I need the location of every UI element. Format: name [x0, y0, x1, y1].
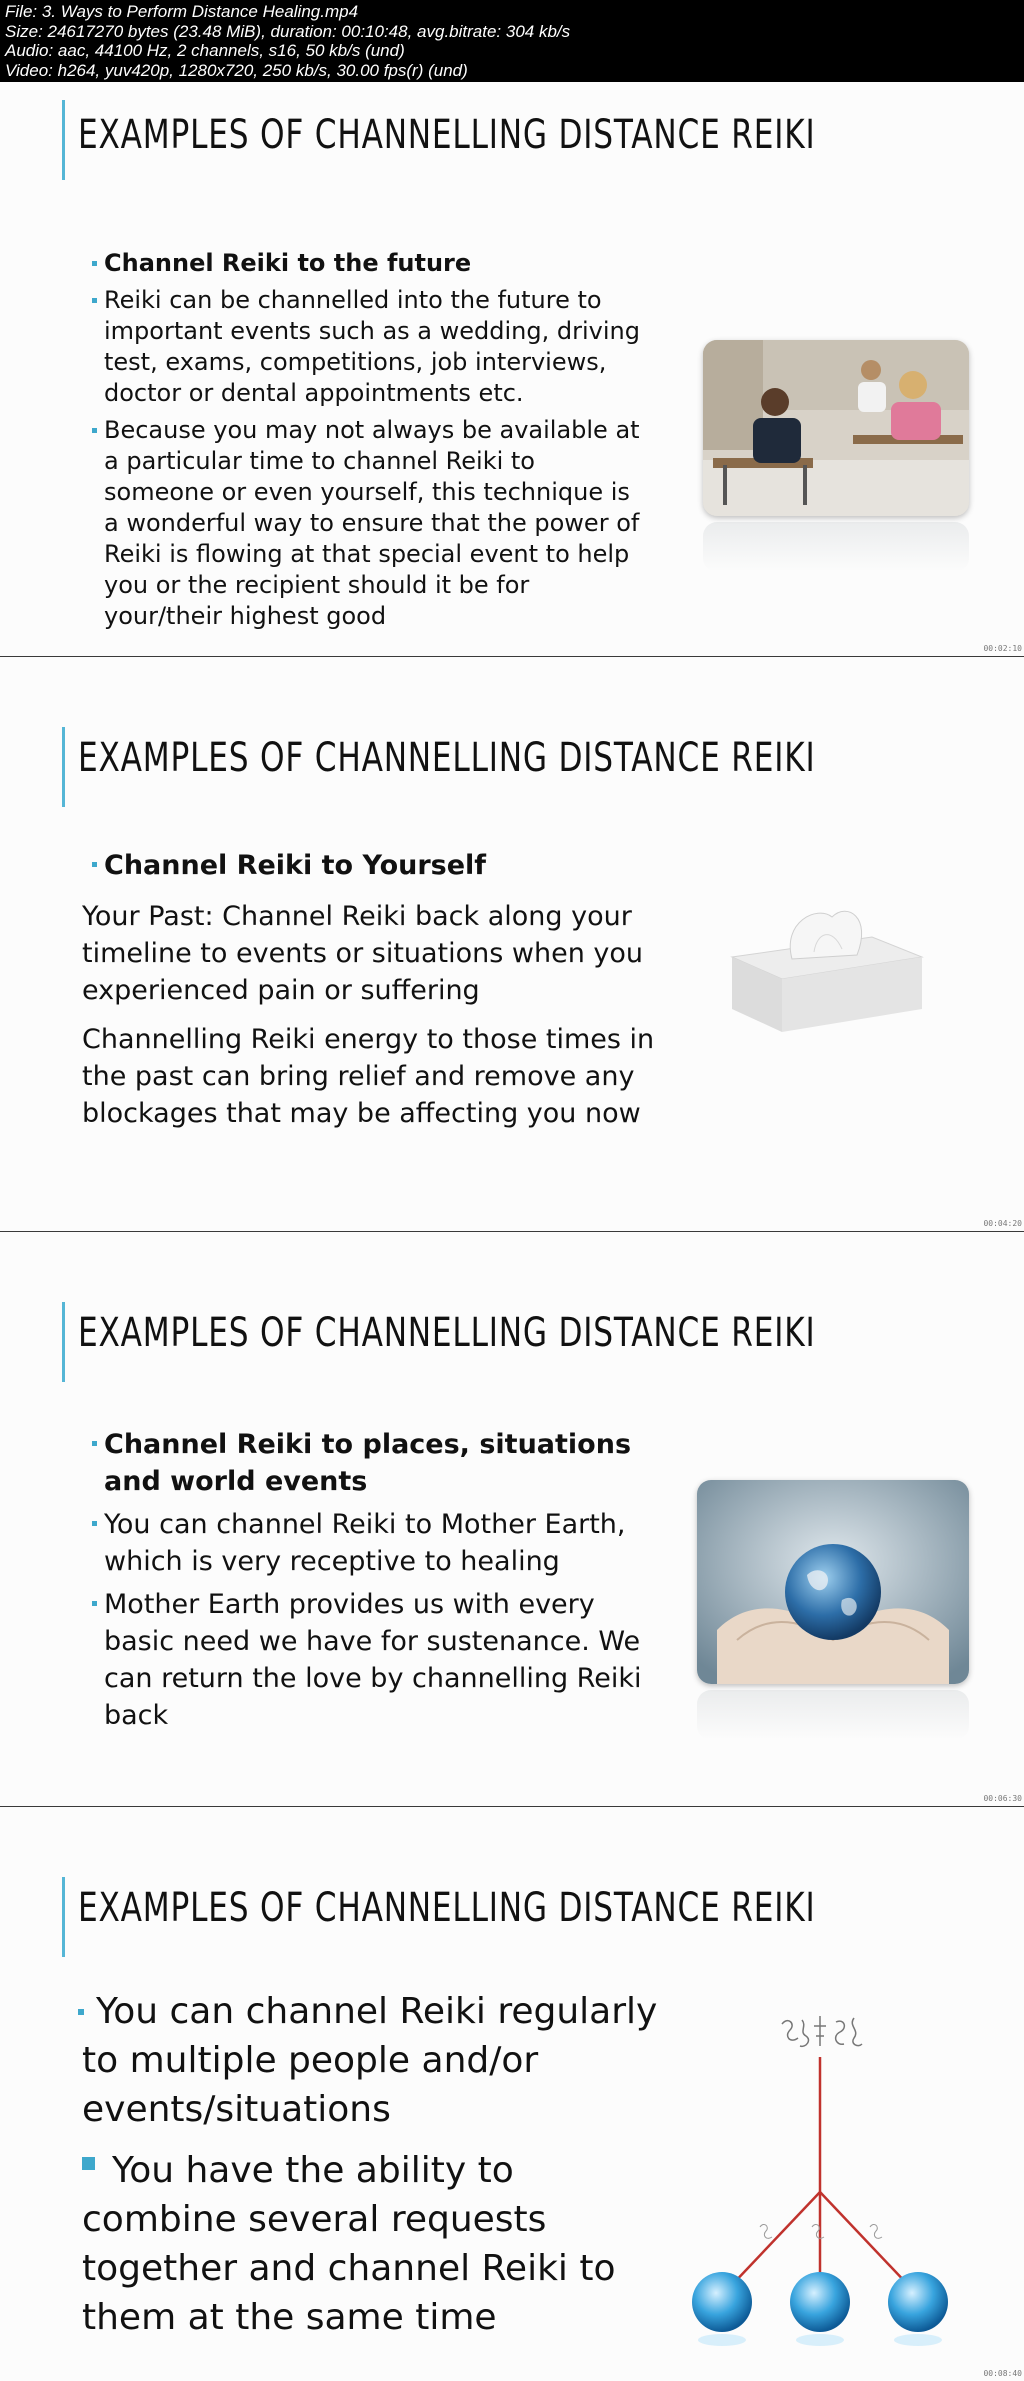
size-info-line: Size: 24617270 bytes (23.48 MiB), duration: 00:10:48, avg.bitrate: 304 kb/s	[5, 21, 571, 41]
bullet-text: Mother Earth provides us with every basic need we have for sustenance. We can return the love by channelling Reiki back	[104, 1589, 642, 1731]
bullet-icon	[78, 2009, 84, 2015]
heading-text: Channel Reiki to places, situations and world events	[104, 1429, 632, 1497]
tissue-box-icon	[722, 897, 932, 1037]
slide-title: EXAMPLES OF CHANNELLING DISTANCE REIKI	[78, 735, 816, 781]
file-info-header	[0, 0, 1024, 82]
photo-reflection	[703, 522, 969, 572]
heading-text: Channel Reiki to Yourself	[104, 850, 487, 881]
bullet-item	[104, 285, 644, 409]
bullet-item	[82, 2146, 662, 2342]
reiki-symbol-icon	[782, 2016, 862, 2046]
title-accent-bar	[62, 727, 65, 807]
slide-body	[104, 248, 644, 638]
bullet-icon	[82, 2157, 95, 2170]
bullet-icon	[92, 1521, 97, 1526]
title-accent-bar	[62, 100, 65, 180]
bullet-item	[104, 415, 644, 632]
bullet-item	[104, 1586, 664, 1734]
bullet-item	[82, 1987, 662, 2134]
timestamp: 00:08:40	[983, 2369, 1022, 2378]
slide-body	[104, 1426, 664, 1740]
bullet-icon	[92, 428, 97, 433]
timestamp: 00:06:30	[983, 1794, 1022, 1803]
timestamp: 00:04:20	[983, 1219, 1022, 1228]
students-exam-photo	[703, 340, 969, 516]
bullet-icon	[92, 1441, 97, 1446]
slide-title: EXAMPLES OF CHANNELLING DISTANCE REIKI	[78, 1310, 816, 1356]
slide-4	[0, 1807, 1024, 2381]
reiki-symbols-globes-diagram	[690, 2002, 980, 2362]
timestamp: 00:02:10	[983, 644, 1022, 653]
bullet-heading	[104, 1426, 664, 1500]
bullet-icon	[92, 261, 97, 266]
slide-title: EXAMPLES OF CHANNELLING DISTANCE REIKI	[78, 1885, 816, 1931]
bullet-item	[104, 1506, 664, 1580]
bullet-heading	[104, 248, 644, 279]
paragraph: Your Past: Channel Reiki back along your timeline to events or situations when you experienced pain or suffering	[82, 901, 644, 1006]
title-accent-bar	[62, 1302, 65, 1382]
paragraph: Channelling Reiki energy to those times in the past can bring relief and remove any blockages that may be affecting you now	[82, 1024, 655, 1129]
bullet-text: You have the ability to combine several requests together and channel Reiki to them at the same time	[82, 2150, 616, 2338]
file-info-line: File: 3. Ways to Perform Distance Healing.mp4	[5, 2, 359, 21]
slide-title: EXAMPLES OF CHANNELLING DISTANCE REIKI	[78, 112, 816, 158]
bullet-text: Reiki can be channelled into the future to important events such as a wedding, driving test, exams, competitions, job interviews, doctor or dental appointments etc.	[104, 286, 640, 407]
bullet-icon	[92, 298, 97, 303]
bullet-icon	[92, 1601, 97, 1606]
slide-2	[0, 657, 1024, 1232]
title-accent-bar	[62, 1877, 65, 1957]
slide-3	[0, 1232, 1024, 1807]
heading-text: Channel Reiki to the future	[104, 249, 472, 277]
bullet-text: You can channel Reiki to Mother Earth, which is very receptive to healing	[104, 1509, 626, 1577]
earth-in-hands-photo	[697, 1480, 969, 1684]
photo-reflection	[697, 1690, 969, 1740]
slide-body	[82, 847, 662, 1132]
bullet-text: You can channel Reiki regularly to multiple people and/or events/situations	[82, 1991, 658, 2130]
audio-info-line: Audio: aac, 44100 Hz, 2 channels, s16, 50 kb/s (und)	[5, 41, 405, 60]
video-info-line: Video: h264, yuv420p, 1280x720, 250 kb/s, 30.00 fps(r) (und)	[5, 60, 468, 80]
slide-1	[0, 82, 1024, 657]
slide-body	[82, 1987, 662, 2354]
bullet-icon	[92, 862, 97, 867]
bullet-heading	[104, 847, 662, 884]
bullet-text: Because you may not always be available at a particular time to channel Reiki to someone or even yourself, this technique is a wonderful way to ensure that the power of Reiki is flowing at that special event to help you or the recipient should it be for your/their highest good	[104, 416, 640, 630]
